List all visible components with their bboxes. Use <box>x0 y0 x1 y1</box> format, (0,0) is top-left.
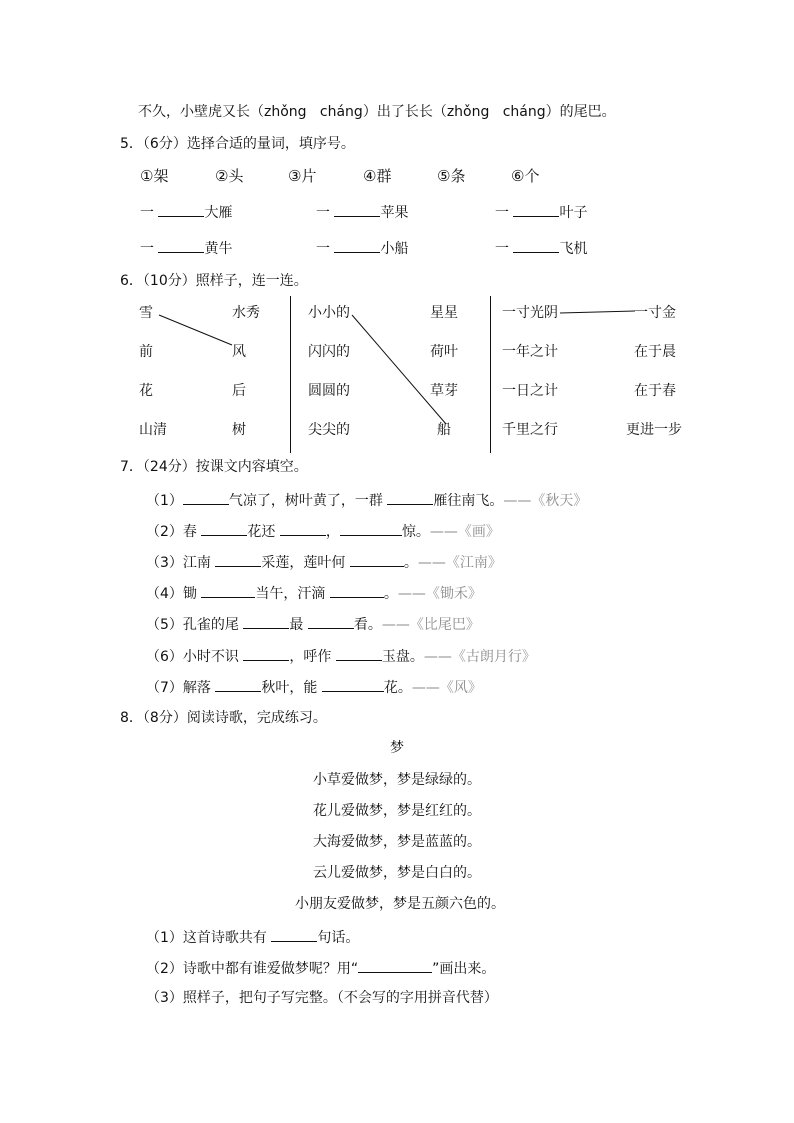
blank[interactable] <box>322 679 384 692</box>
blank[interactable] <box>350 554 404 567</box>
q5-option-3: ③片 <box>288 167 317 185</box>
blank[interactable] <box>308 616 354 629</box>
blank[interactable] <box>387 492 433 505</box>
g1-right-2: 风 <box>232 344 246 360</box>
blank[interactable] <box>340 523 402 536</box>
q8-sub3: （3）照样子，把句子写完整。（不会写的字用拼音代替） <box>146 990 498 1006</box>
q7-line-5: （5）孔雀的尾 最 看。——《比尾巴》 <box>146 617 480 633</box>
q8-sub1: （1）这首诗歌共有 句话。 <box>146 930 360 946</box>
g2-left-3: 圆圆的 <box>308 383 350 399</box>
q5-item-4: 一 黄牛 <box>140 241 233 257</box>
q7-line-4: （4）锄 当午，汗滴 。——《锄禾》 <box>146 586 482 602</box>
blank[interactable] <box>183 492 229 505</box>
q7-title: 7．（24分）按课文内容填空。 <box>120 459 308 475</box>
q7-line-6: （6）小时不识 ，呼作 玉盘。——《古朗月行》 <box>146 649 536 665</box>
g1-left-2: 前 <box>139 344 153 360</box>
q5-option-1: ①架 <box>140 167 169 185</box>
q5-item-5: 一 小船 <box>316 241 409 257</box>
g1-left-1: 雪 <box>139 305 153 321</box>
blank[interactable] <box>215 679 261 692</box>
blank[interactable] <box>201 585 255 598</box>
q5-option-4: ④群 <box>363 167 392 185</box>
g1-right-3: 后 <box>232 383 246 399</box>
blank[interactable] <box>243 648 289 661</box>
q7-line-3: （3）江南 采莲，莲叶何 。——《江南》 <box>146 555 502 571</box>
blank[interactable] <box>280 523 326 536</box>
example-connector-line <box>159 315 232 345</box>
q7-line-2: （2）春 花还 ， 惊。——《画》 <box>146 524 500 540</box>
example-connector-line <box>352 315 446 424</box>
intro-part1: 不久，小壁虎又长（zhǒng <box>138 104 307 120</box>
q5-item-1: 一 大雁 <box>140 205 233 221</box>
blank[interactable] <box>330 585 384 598</box>
intro-part2: cháng）出了长长（zhǒng <box>319 104 490 120</box>
q5-option-5: ⑤条 <box>437 167 466 185</box>
poem-line-3: 大海爱做梦，梦是蓝蓝的。 <box>313 834 481 850</box>
g2-left-1: 小小的 <box>308 305 350 321</box>
g3-right-4: 更进一步 <box>626 422 682 438</box>
q5-item-6: 一 飞机 <box>495 241 588 257</box>
blank[interactable] <box>201 523 247 536</box>
g3-right-3: 在于春 <box>634 383 676 399</box>
poem-line-2: 花儿爱做梦，梦是红红的。 <box>313 803 481 819</box>
poem-line-1: 小草爱做梦，梦是绿绿的。 <box>313 772 481 788</box>
g3-left-2: 一年之计 <box>502 344 558 360</box>
g3-left-1: 一寸光阴 <box>502 305 558 321</box>
g2-right-3: 草芽 <box>430 383 458 399</box>
g3-left-4: 千里之行 <box>502 422 558 438</box>
poem-title: 梦 <box>390 740 404 756</box>
g3-left-3: 一日之计 <box>502 383 558 399</box>
g2-right-4: 船 <box>437 422 451 438</box>
q8-sub2: （2）诗歌中都有谁爱做梦呢？用“ ”画出来。 <box>146 961 496 977</box>
g1-left-4: 山清 <box>139 422 167 438</box>
blank[interactable] <box>336 648 382 661</box>
q5-item-3: 一 叶子 <box>495 205 588 221</box>
g2-left-2: 闪闪的 <box>308 344 350 360</box>
g3-right-1: 一寸金 <box>634 305 676 321</box>
g1-right-1: 水秀 <box>232 305 260 321</box>
intro-part3: cháng）的尾巴。 <box>502 104 616 120</box>
blank[interactable] <box>271 929 317 942</box>
q6-title: 6．（10分）照样子，连一连。 <box>120 273 308 289</box>
blank[interactable] <box>243 616 289 629</box>
q8-title: 8．（8分）阅读诗歌，完成练习。 <box>120 710 327 726</box>
q5-item-2: 一 苹果 <box>316 205 409 221</box>
example-connector-line <box>560 311 635 313</box>
poem-line-4: 云儿爱做梦，梦是白白的。 <box>313 865 481 881</box>
g2-left-4: 尖尖的 <box>308 422 350 438</box>
blank[interactable] <box>358 960 432 973</box>
g2-right-2: 荷叶 <box>430 344 458 360</box>
g3-right-2: 在于晨 <box>634 344 676 360</box>
blank[interactable] <box>215 554 261 567</box>
g1-left-3: 花 <box>139 383 153 399</box>
poem-line-5: 小朋友爱做梦，梦是五颜六色的。 <box>295 896 505 912</box>
q7-line-1: （1） 气凉了，树叶黄了，一群 雁往南飞。——《秋天》 <box>146 493 588 509</box>
q5-option-2: ②头 <box>215 167 244 185</box>
g1-right-4: 树 <box>232 422 246 438</box>
q5-title: 5．（6分）选择合适的量词，填序号。 <box>120 136 355 152</box>
q5-option-6: ⑥个 <box>511 167 540 185</box>
g2-right-1: 星星 <box>430 305 458 321</box>
q7-line-7: （7）解落 秋叶，能 花。——《风》 <box>146 680 482 696</box>
